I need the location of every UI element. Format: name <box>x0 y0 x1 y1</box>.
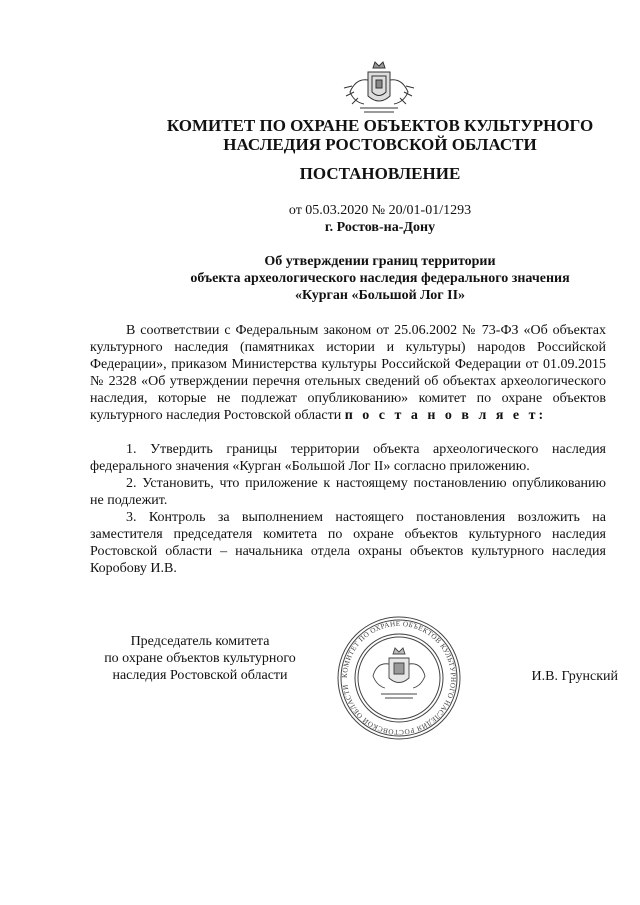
signatory-name: И.В. Грунский <box>531 669 618 684</box>
signatory-title-line-1: Председатель комитета <box>130 634 270 649</box>
date-number: от 05.03.2020 № 20/01-01/1293 <box>288 203 472 218</box>
document-subject <box>120 253 640 304</box>
signatory-title-line-3: наследия Ростовской области <box>112 668 288 683</box>
official-seal-icon <box>335 614 463 742</box>
subject-line-3: «Курган «Большой Лог II» <box>294 288 466 303</box>
subject-line-1: Об утверждении границ территории <box>264 254 496 269</box>
seal-text: КОМИТЕТ ПО ОХРАНЕ ОБЪЕКТОВ КУЛЬТУРНОГО НАСЛЕДИЯ РОСТОВСКОЙ ОБЛАСТИ <box>340 619 458 737</box>
subject-line-2: объекта археологического наследия федерального значения <box>190 271 570 286</box>
document-body <box>90 322 606 577</box>
signatory-title <box>72 633 328 684</box>
preamble-text: В соответствии с Федеральным законом от 25.06.2002 № 73-ФЗ «Об объектах культурного наследия (памятниках истории и культуры) народов Российской Федерации», приказом Министерства культуры Российской Федерации от 01.09.2015 № 2328 «Об утверждении перечня отельных сведений об объектах археологического наследия, которые не подлежат опубликованию» комитет по охране объектов культурного наследия Ростовской области <box>90 323 606 423</box>
signatory-title-line-2: по охране объектов культурного <box>104 651 296 666</box>
decree-word: п о с т а н о в л я е т: <box>344 408 547 423</box>
coat-of-arms-icon <box>342 58 416 118</box>
preamble-paragraph <box>90 322 606 424</box>
document-type: ПОСТАНОВЛЕНИЕ <box>299 164 461 183</box>
city: г. Ростов-на-Дону <box>324 220 436 235</box>
org-line-1: КОМИТЕТ ПО ОХРАНЕ ОБЪЕКТОВ КУЛЬТУРНОГО <box>166 116 594 135</box>
organization-name <box>120 116 640 154</box>
item-3: 3. Контроль за выполнением настоящего постановления возложить на заместителя председателя комитета по охране объектов культурного наследия Ростовской области – начальника отдела охраны объектов культурного наследия Коробову И.В. <box>90 510 606 576</box>
item-1: 1. Утвердить границы территории объекта археологического наследия федерального значения «Курган «Большой Лог II» согласно приложению. <box>90 442 606 474</box>
item-2: 2. Установить, что приложение к настоящему постановлению опубликованию не подлежит. <box>90 476 606 508</box>
org-line-2: НАСЛЕДИЯ РОСТОВСКОЙ ОБЛАСТИ <box>223 135 537 154</box>
